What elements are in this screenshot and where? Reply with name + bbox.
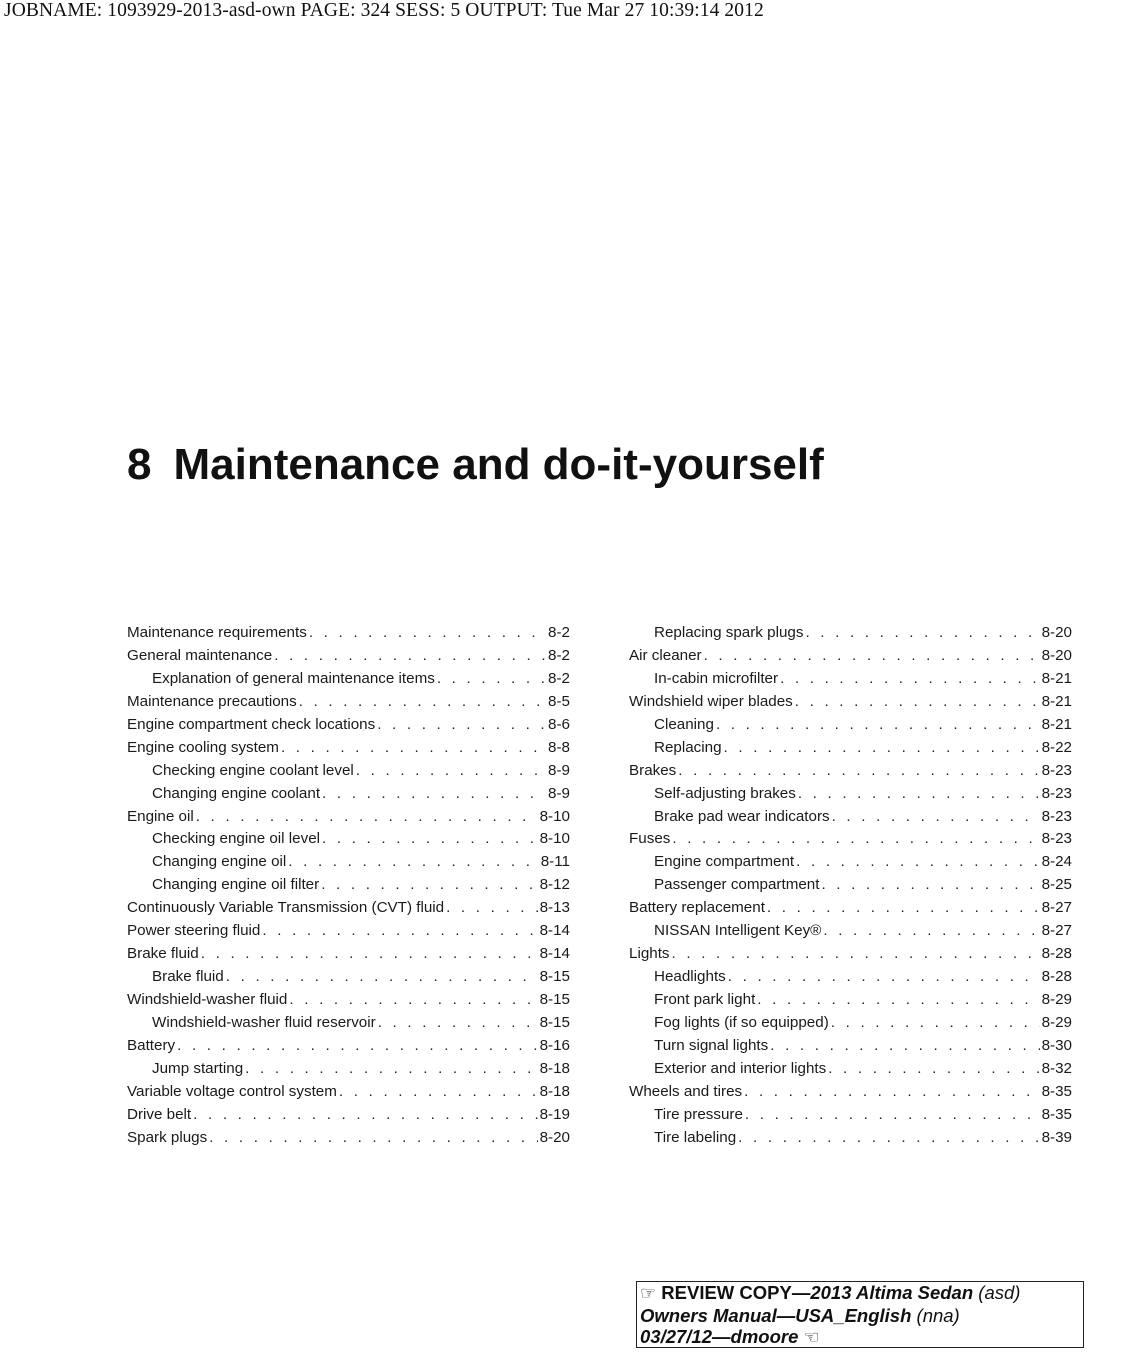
dot-leader (738, 1127, 1039, 1150)
toc-entry-page: 8-29 (1041, 991, 1072, 1008)
toc-entry (127, 1035, 570, 1058)
toc-entry-page: 8-28 (1041, 968, 1072, 986)
dot-leader (805, 622, 1039, 645)
dot-leader (201, 943, 538, 966)
dot-leader (274, 645, 546, 668)
toc-entry-page: 8-10 (539, 807, 570, 825)
toc-entry (629, 714, 1072, 737)
toc-entry-label: Explanation of general maintenance items (152, 669, 435, 687)
toc-entry-label: Changing engine oil (152, 853, 287, 871)
toc-entry-label: Battery replacement (629, 899, 765, 917)
dot-leader (281, 737, 546, 760)
toc-entry (629, 1035, 1072, 1058)
toc-entry-page: 8-21 (1041, 692, 1072, 710)
toc-entry-page: 8-21 (1041, 669, 1072, 687)
toc-entry (127, 1127, 570, 1150)
review-line-1 (640, 1282, 1083, 1305)
dot-leader (437, 668, 546, 691)
review-copy-stamp (636, 1281, 1084, 1348)
toc-entry (127, 1012, 570, 1035)
dot-leader (446, 897, 538, 920)
toc-entry-page: 8-15 (539, 991, 570, 1008)
toc-entry (629, 737, 1072, 760)
dot-leader (193, 1104, 537, 1127)
toc-entry (127, 1104, 570, 1127)
toc-entry (629, 874, 1072, 897)
toc-entry-label: Turn signal lights (654, 1036, 769, 1054)
toc-entry (127, 1081, 570, 1104)
toc-entry-page: 8-20 (1041, 624, 1072, 641)
toc-entry-label: Engine oil (127, 807, 194, 825)
dot-leader (795, 691, 1040, 714)
pointing-left-hand-icon: ☜ (803, 1327, 820, 1347)
toc-entry-label: Engine compartment check locations (127, 715, 376, 733)
toc-entry-page: 8-22 (1041, 738, 1072, 756)
pointing-right-hand-icon: ☞ (640, 1283, 657, 1303)
toc-entry-label: Windshield-washer fluid reservoir (152, 1013, 376, 1031)
toc-entry-page: 8-20 (539, 1128, 570, 1146)
dot-leader (378, 1012, 538, 1035)
toc-entry (629, 806, 1072, 829)
toc-entry-label: Self-adjusting brakes (654, 784, 796, 802)
toc-entry-page: 8-35 (1041, 1105, 1072, 1123)
toc-entry-label: Changing engine coolant (152, 784, 321, 802)
toc-entry-page: 8-10 (539, 830, 570, 848)
toc-entry (127, 943, 570, 966)
toc-entry (629, 1081, 1072, 1104)
toc-entry-page: 8-39 (1041, 1128, 1072, 1146)
toc-entry-label: Windshield wiper blades (629, 692, 793, 710)
toc-entry-page: 8-29 (1041, 1013, 1072, 1031)
toc-entry-label: Fog lights (if so equipped) (654, 1013, 829, 1031)
toc-entry-label: Jump starting (152, 1059, 244, 1077)
toc-entry (629, 920, 1072, 943)
dot-leader (672, 828, 1039, 851)
toc-entry-page: 8-2 (548, 669, 570, 687)
dot-leader (209, 1127, 537, 1150)
toc-entry-page: 8-2 (548, 646, 570, 664)
toc-entry (629, 783, 1072, 806)
toc-entry-page: 8-8 (548, 738, 570, 756)
toc-entry (127, 851, 570, 874)
dot-leader (672, 943, 1040, 966)
toc-entry (629, 1058, 1072, 1081)
toc-entry (127, 645, 570, 668)
dot-leader (245, 1058, 537, 1081)
toc-entry-label: Checking engine coolant level (152, 761, 354, 779)
dot-leader (770, 1035, 1039, 1058)
dot-leader (798, 783, 1040, 806)
dot-leader (288, 851, 538, 874)
toc-entry (629, 691, 1072, 714)
toc-entry (127, 920, 570, 943)
dot-leader (744, 1081, 1039, 1104)
toc-entry-page: 8-11 (540, 853, 570, 871)
toc-entry-page: 8-23 (1041, 761, 1072, 779)
toc-entry-page: 8-5 (548, 692, 570, 710)
toc-entry-label: Exterior and interior lights (654, 1059, 827, 1077)
dot-leader (322, 783, 546, 806)
toc-entry-label: Wheels and tires (629, 1082, 743, 1100)
chapter-title (127, 440, 824, 490)
toc-entry (127, 737, 570, 760)
toc-entry-page: 8-21 (1041, 715, 1072, 733)
toc-entry (629, 645, 1072, 668)
toc-entry (127, 622, 570, 645)
toc-entry-label: Tire pressure (654, 1105, 743, 1123)
toc-entry-page: 8-28 (1041, 945, 1072, 963)
toc-entry-label: Battery (127, 1036, 176, 1054)
toc-entry (127, 783, 570, 806)
dot-leader (322, 828, 538, 851)
toc-entry-label: Power steering fluid (127, 922, 261, 940)
model-name: 2013 Altima Sedan (810, 1282, 974, 1303)
review-copy-label: REVIEW COPY— (661, 1282, 811, 1303)
dot-leader (716, 714, 1040, 737)
toc-entry-page: 8-18 (539, 1082, 570, 1100)
toc-entry (629, 760, 1072, 783)
dot-leader (828, 1058, 1039, 1081)
toc-entry-label: Lights (629, 945, 670, 963)
review-date-author: 03/27/12—dmoore (640, 1326, 799, 1347)
dot-leader (796, 851, 1039, 874)
toc-entry-page: 8-25 (1041, 876, 1072, 894)
toc-entry-label: Replacing (654, 738, 722, 756)
toc-entry-page: 8-20 (1041, 646, 1072, 664)
dot-leader (831, 1012, 1040, 1035)
toc-entry (629, 897, 1072, 920)
toc-entry (127, 966, 570, 989)
dot-leader (767, 897, 1040, 920)
toc-entry (629, 1104, 1072, 1127)
toc-entry (629, 622, 1072, 645)
toc-entry-page: 8-23 (1041, 807, 1072, 825)
toc-entry-page: 8-13 (539, 899, 570, 917)
toc-entry-page: 8-9 (548, 784, 570, 802)
dot-leader (262, 920, 537, 943)
dot-leader (321, 874, 537, 897)
dot-leader (339, 1081, 538, 1104)
toc-entry (127, 1058, 570, 1081)
dot-leader (724, 737, 1040, 760)
chapter-title-text: Maintenance and do-it-yourself (173, 440, 824, 489)
toc-entry (127, 760, 570, 783)
toc-entry-page: 8-6 (548, 715, 570, 733)
toc-entry (629, 943, 1072, 966)
toc-entry-label: Tire labeling (654, 1128, 737, 1146)
toc-entry-page: 8-15 (539, 968, 570, 986)
toc-entry-page: 8-14 (539, 922, 570, 940)
toc-entry-label: Passenger compartment (654, 876, 820, 894)
dot-leader (289, 989, 537, 1012)
toc-entry-page: 8-23 (1041, 784, 1072, 802)
dot-leader (678, 760, 1039, 783)
toc-entry-label: Drive belt (127, 1105, 192, 1123)
toc-entry-label: Spark plugs (127, 1128, 208, 1146)
toc-entry (629, 966, 1072, 989)
toc-entry-label: Headlights (654, 968, 726, 986)
dot-leader (196, 806, 538, 829)
review-line-2 (640, 1305, 1083, 1327)
manual-name: Owners Manual—USA_English (640, 1304, 912, 1326)
toc-entry-label: Cleaning (654, 715, 714, 733)
toc-left-column (127, 622, 570, 1150)
toc-entry (127, 714, 570, 737)
dot-leader (299, 691, 546, 714)
dot-leader (745, 1104, 1040, 1127)
toc-entry-label: Engine compartment (654, 853, 795, 871)
toc-entry-label: Windshield-washer fluid (127, 991, 288, 1008)
toc-entry-page: 8-24 (1041, 853, 1072, 871)
toc-entry-page: 8-16 (539, 1036, 570, 1054)
toc-entry-label: Engine cooling system (127, 738, 279, 756)
chapter-number: 8 (127, 440, 152, 489)
toc-entry-page: 8-9 (548, 761, 570, 779)
toc-entry-label: General maintenance (127, 646, 273, 664)
dot-leader (356, 760, 546, 783)
toc-entry-page: 8-2 (548, 624, 570, 641)
toc-entry-page: 8-12 (539, 876, 570, 894)
dot-leader (821, 874, 1039, 897)
dot-leader (728, 966, 1040, 989)
toc-entry-label: Brake pad wear indicators (654, 807, 830, 825)
toc-entry-label: Variable voltage control system (127, 1082, 337, 1100)
dot-leader (832, 806, 1040, 829)
toc-entry (629, 851, 1072, 874)
dot-leader (177, 1035, 537, 1058)
dot-leader (377, 714, 546, 737)
toc-entry-label: Continuously Variable Transmission (CVT) fluid (127, 899, 445, 917)
toc-entry-label: Replacing spark plugs (654, 624, 804, 641)
toc-entry (629, 828, 1072, 851)
dot-leader (757, 989, 1039, 1012)
toc-entry-label: Front park light (654, 991, 756, 1008)
toc-entry (127, 989, 570, 1012)
toc-entry-label: Maintenance requirements (127, 624, 307, 641)
toc-entry (629, 1012, 1072, 1035)
toc-entry-label: Fuses (629, 830, 671, 848)
dot-leader (823, 920, 1039, 943)
toc-entry (629, 989, 1072, 1012)
toc-entry (629, 668, 1072, 691)
toc-entry-label: Brakes (629, 761, 677, 779)
toc-entry-page: 8-35 (1041, 1082, 1072, 1100)
toc-entry-label: Brake fluid (152, 968, 224, 986)
review-line-3 (640, 1326, 1083, 1349)
toc-entry-page: 8-15 (539, 1013, 570, 1031)
manual-code: (nna) (911, 1304, 960, 1326)
dot-leader (309, 622, 546, 645)
toc-entry-page: 8-27 (1041, 899, 1072, 917)
toc-entry (127, 806, 570, 829)
toc-entry-page: 8-30 (1041, 1036, 1072, 1054)
toc-entry-label: NISSAN Intelligent Key® (654, 922, 822, 940)
toc-entry (127, 691, 570, 714)
toc-entry (127, 897, 570, 920)
toc-entry-label: Maintenance precautions (127, 692, 297, 710)
dot-leader (780, 668, 1040, 691)
toc-entry (127, 874, 570, 897)
dot-leader (704, 645, 1040, 668)
toc-entry-page: 8-27 (1041, 922, 1072, 940)
dot-leader (226, 966, 538, 989)
toc-entry-page: 8-14 (539, 945, 570, 963)
toc-entry-page: 8-23 (1041, 830, 1072, 848)
toc-entry (127, 828, 570, 851)
model-code: (asd) (973, 1282, 1021, 1303)
toc-entry-label: Checking engine oil level (152, 830, 321, 848)
toc-entry (629, 1127, 1072, 1150)
toc-entry-label: Changing engine oil filter (152, 876, 320, 894)
toc-entry-page: 8-18 (539, 1059, 570, 1077)
toc-entry-label: Air cleaner (629, 646, 702, 664)
toc-entry (127, 668, 570, 691)
toc-entry-page: 8-32 (1041, 1059, 1072, 1077)
toc-right-column (629, 622, 1072, 1150)
toc-entry-label: In-cabin microfilter (654, 669, 779, 687)
job-header-line: JOBNAME: 1093929-2013-asd-own PAGE: 324 SESS: 5 OUTPUT: Tue Mar 27 10:39:14 2012 (4, 0, 764, 21)
toc-entry-page: 8-19 (539, 1105, 570, 1123)
toc-entry-label: Brake fluid (127, 945, 199, 963)
